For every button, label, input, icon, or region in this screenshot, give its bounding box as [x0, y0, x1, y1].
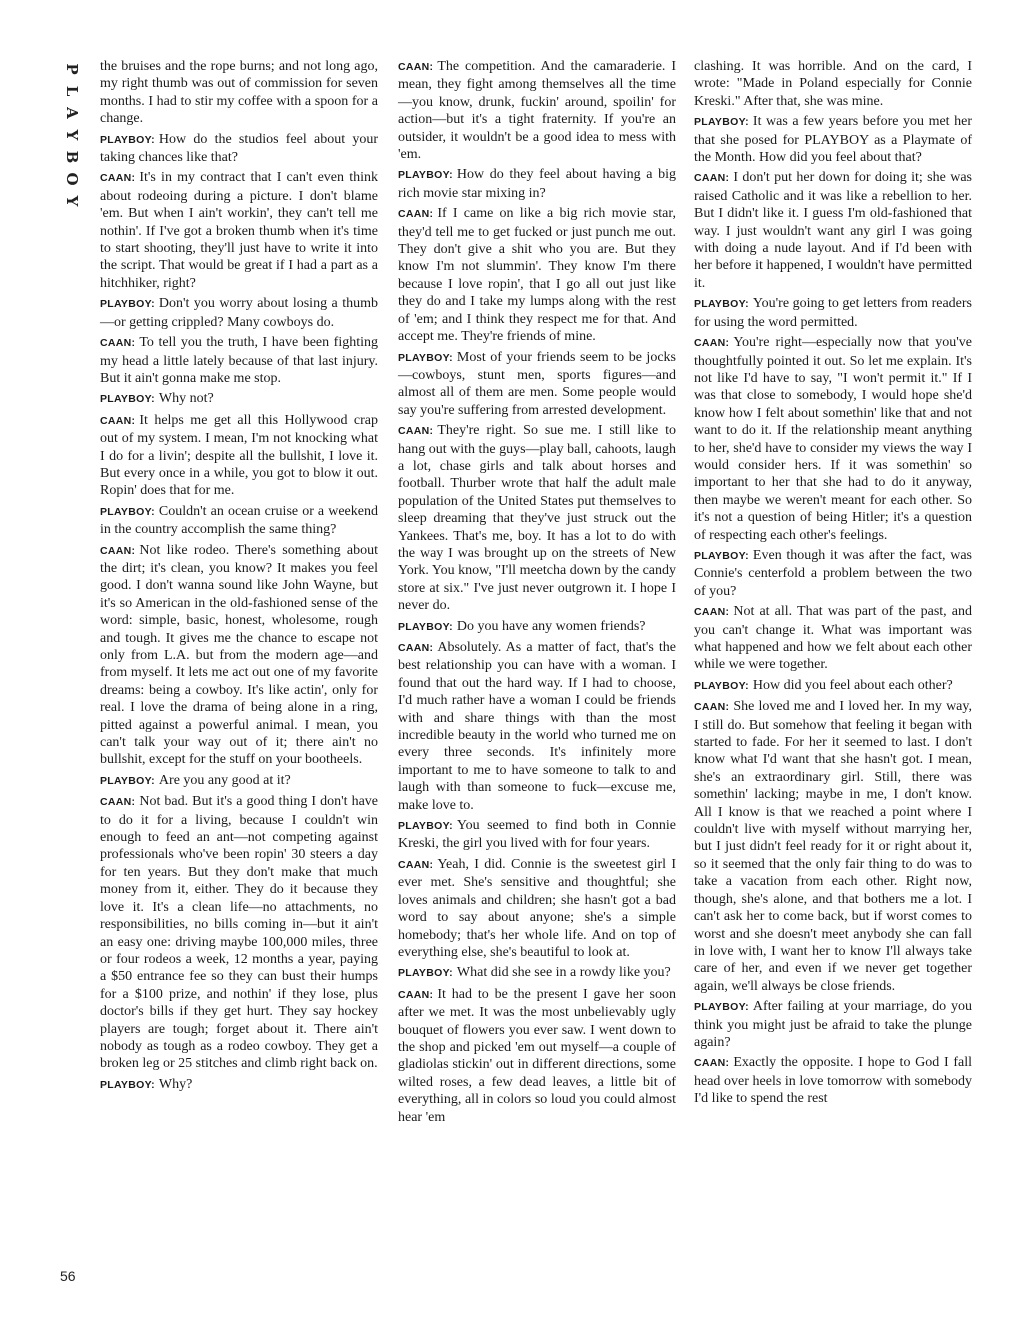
paragraph-text: What did she see in a rowdy like you? — [456, 965, 671, 981]
speaker-label: CAAN: — [100, 172, 136, 185]
speaker-label: PLAYBOY: — [694, 116, 749, 129]
interview-paragraph — [398, 618, 676, 636]
interview-paragraph — [100, 334, 378, 387]
speaker-label: PLAYBOY: — [694, 298, 749, 311]
paragraph-text: Exactly the opposite. I hope to God I fall head over heels in love tomorrow with somebody I'd like to spend the rest — [694, 1055, 972, 1107]
interview-paragraph — [398, 856, 676, 961]
paragraph-text: It was a few years before you met her that she posed for PLAYBOY as a Playmate of the Month. How did you feel about that? — [694, 114, 972, 166]
paragraph-text: Most of your friends seem to be jocks—cowboys, stunt men, sports figures—and almost all of them are men. Some people would say you're suffering from arrested development. — [398, 349, 676, 418]
paragraph-text: How do they feel about having a big rich movie star mixing in? — [398, 167, 676, 201]
speaker-label: CAAN: — [398, 642, 434, 654]
interview-paragraph — [694, 698, 972, 995]
interview-paragraph — [694, 603, 972, 674]
paragraph-text: She loved me and I loved her. In my way, I still do. But somehow that feeling it began with started to fade. For her it seemed to last. I don't know what I'd want that she hasn't got. I mean, she's an extraordinary girl. Still, there was somethin' lacking; maybe in me, I don't know. All I know is that we reached a point where I couldn't live with myself without marrying her, but I just didn't feel ready for it or right about it, so it seemed that the only fair thing to do was to take a vacation from each other. Right now, though, she's alone, and that bothers me a lot. I can't ask her to come back, but if worst comes to worst and she doesn't meet anybody she can fall in love with, I want her to know I'll always take care of her, and even if we never get together again, we'll always be close friends. — [694, 699, 972, 994]
paragraph-text: If I came on like a big rich movie star, they'd tell me to get fucked or just punch me out. They don't give a shit who you are. But they know I'm not slummin'. They know I'm there because I love ropin', that I go all out just like they do and I take my lumps along with the rest of 'em; and I think they respect me for that. And accept me. They're friends of mine. — [398, 206, 676, 345]
paragraph-text: Not like rodeo. There's something about the dirt; it's clean, you know? It makes you feel good. I don't wanna sound like John Wayne, but it's so American in the old-fashioned sense of the word: simple, basic, honest, wholesome, rough and tough. It gives me the chance to escape not only from L.A. but from the modern age—and from myself. It lets me act out one of my favorite dreams: being a cowboy. It's like actin', only for real. I love the drama of being alone in a ring, pitted against a powerful animal. I mean, you can't talk your way out of it; there ain't no bullshit, except for the stuff on your bootheels. — [100, 542, 378, 768]
interview-paragraph — [694, 58, 972, 110]
paragraph-text: It had to be the present I gave her soon after we met. It was the most unbelievably ugly bouquet of flowers you ever saw. I went down to the shop and picked 'em out myself—a couple of gladiolas stickin' out in different directions, some wilted roses, a few dead leaves, a little bit of everything, all in colors so loud you could almost hear 'em — [398, 986, 676, 1125]
interview-paragraph — [398, 422, 676, 614]
speaker-label: CAAN: — [100, 796, 136, 809]
paragraph-text: How do the studios feel about your taking chances like that? — [100, 131, 378, 166]
interview-paragraph — [398, 817, 676, 853]
speaker-label: CAAN: — [398, 988, 434, 1001]
interview-paragraph — [100, 1076, 378, 1094]
speaker-label: CAAN: — [100, 544, 136, 557]
interview-paragraph — [100, 131, 378, 167]
interview-paragraph — [100, 58, 378, 128]
paragraph-text: Absolutely. As a matter of fact, that's the best relationship you can have with a woman. I found that out the hard way. If I had to choose, I'd much rather have a woman I could be friends with and share things with than the most incredible beauty in the world who turned me on every three seconds. It's infinitely more important to me to have someone to talk to and laugh with than someone to fuck—excuse me, make love to. — [398, 640, 676, 813]
paragraph-text: the bruises and the rope burns; and not long ago, my right thumb was out of commission for seven months. I had to stir my coffee with a spoon for a change. — [100, 59, 378, 127]
interview-paragraph — [694, 677, 972, 695]
text-column-2 — [398, 58, 676, 1129]
speaker-label: PLAYBOY: — [100, 133, 155, 146]
paragraph-text: How did you feel about each other? — [752, 677, 953, 693]
logo-letter: Y — [63, 195, 81, 207]
speaker-label: PLAYBOY: — [398, 620, 453, 633]
interview-paragraph — [398, 205, 676, 345]
interview-paragraph — [694, 998, 972, 1051]
interview-paragraph — [694, 169, 972, 292]
interview-paragraph — [694, 334, 972, 544]
paragraph-text: Do you have any women friends? — [456, 618, 646, 634]
speaker-label: PLAYBOY: — [694, 549, 749, 562]
paragraph-text: Don't you worry about losing a thumb—or getting crippled? Many cowboys do. — [100, 296, 378, 330]
logo-letter: A — [63, 107, 81, 119]
speaker-label: CAAN: — [398, 208, 434, 221]
speaker-label: CAAN: — [100, 414, 136, 427]
logo-letter: O — [63, 172, 81, 186]
paragraph-text: Even though it was after the fact, was Connie's centerfold a problem between the two of you? — [694, 547, 972, 599]
logo-letter: B — [63, 150, 81, 164]
paragraph-text: They're right. So sue me. I still like to hang out with the guys—play ball, cahoots, laugh a lot, chase girls and talk about horses and football. Thurber wrote that half the adult male population of the United States put themselves to sleep dreaming that they've just struck out the Yankees. That's me, boy. It has a lot to do with the way I was brought up on the streets of New York. You know, "I'll meetcha down by the candy store at six." I've just never outgrown it. I hope I never do. — [398, 423, 677, 614]
speaker-label: CAAN: — [694, 172, 730, 185]
logo-letter: P — [63, 63, 81, 75]
paragraph-text: Why? — [158, 1076, 193, 1092]
interview-paragraph — [694, 113, 972, 166]
page-number: 56 — [60, 1268, 76, 1284]
speaker-label: PLAYBOY: — [100, 298, 155, 311]
interview-paragraph — [398, 964, 676, 982]
paragraph-text: After failing at your marriage, do you think you might just be afraid to take the plunge again? — [694, 999, 972, 1050]
speaker-label: CAAN: — [398, 425, 434, 438]
speaker-label: PLAYBOY: — [398, 351, 453, 364]
speaker-label: PLAYBOY: — [100, 505, 155, 518]
interview-paragraph — [100, 412, 378, 500]
speaker-label: PLAYBOY: — [694, 679, 749, 692]
interview-paragraph — [398, 986, 676, 1126]
paragraph-text: Why not? — [158, 391, 214, 407]
text-column-1 — [100, 58, 378, 1097]
paragraph-text: Are you any good at it? — [158, 772, 291, 788]
paragraph-text: It helps me get all this Hollywood crap out of my system. I mean, I'm not knocking what I do for a livin'; despite all the bullshit, I love it. But every once in a while, you got to blow it out. Ropin' does that for me. — [100, 412, 378, 499]
logo-letter: Y — [63, 129, 81, 141]
interview-paragraph — [694, 547, 972, 600]
paragraph-text: You're going to get letters from readers for using the word permitted. — [694, 296, 972, 330]
interview-paragraph — [694, 1054, 972, 1107]
paragraph-text: Yeah, I did. Connie is the sweetest girl I ever met. She's sensitive and thoughtful; she loves animals and children; she hasn't got a bad word to say about anyone; she's a simple homebody; that's her whole life. And on top of everything else, she's beautiful to look at. — [398, 856, 676, 960]
speaker-label: PLAYBOY: — [398, 820, 453, 833]
interview-paragraph — [398, 166, 676, 202]
paragraph-text: The competition. And the camaraderie. I mean, they fight among themselves all the time—you know, drunk, fuckin' around, spoilin' for action—but it's a tight fraternity. If you're an outsider, it wouldn't be a good idea to mess with 'em. — [398, 59, 676, 163]
logo-letter: L — [63, 85, 81, 97]
speaker-label: PLAYBOY: — [100, 1078, 155, 1091]
interview-paragraph — [100, 169, 378, 292]
paragraph-text: Couldn't an ocean cruise or a weekend in the country accomplish the same thing? — [100, 503, 378, 538]
speaker-label: CAAN: — [694, 606, 730, 619]
paragraph-text: To tell you the truth, I have been fighting my head a little lately because of that last injury. But it ain't gonna make me stop. — [100, 335, 378, 386]
speaker-label: CAAN: — [100, 337, 136, 350]
speaker-label: PLAYBOY: — [100, 774, 155, 787]
speaker-label: CAAN: — [694, 1057, 730, 1070]
speaker-label: PLAYBOY: — [398, 169, 453, 182]
paragraph-text: I don't put her down for doing it; she was raised Catholic and it was like a rebellion to her. But I didn't like it. I guess I'm old-fashioned that way. I just wouldn't want any girl I was going with doing a nude layout. And if I'd been with her before it happened, I wouldn't have permitted it. — [694, 170, 972, 291]
speaker-label: CAAN: — [398, 858, 434, 871]
magazine-side-logo — [60, 58, 84, 212]
paragraph-text: Not bad. But it's a good thing I don't have to do it for a living, because I couldn't win enough to feed an ant—not competing against professionals who've been ropin' 30 steers a day for ten years. But they don't make that much money from it, either. They do it because they love it. It's a clean life—no attachments, no responsibilities, no bills coming in—but it ain't an easy one: driving maybe 100,000 miles, three or four rodeos a week, 12 months a year, paying a $50 entrance fee so they can bust their humps for a $100 prize, and nothin' if they lose, plus doctor's bills if they get hurt. They say hockey players are tough; forget about it. There ain't nobody as tough as a rodeo cowboy. They get a broken leg or 25 stitches and climb right back on. — [100, 794, 378, 1072]
interview-paragraph — [100, 793, 378, 1073]
speaker-label: PLAYBOY: — [694, 1001, 749, 1014]
interview-paragraph — [694, 295, 972, 331]
paragraph-text: Not at all. That was part of the past, and you can't change it. What was important was what happened and how we felt about each other while we were together. — [694, 604, 972, 673]
interview-paragraph — [398, 349, 676, 420]
interview-paragraph — [100, 390, 378, 408]
interview-paragraph — [398, 639, 676, 814]
interview-paragraph — [100, 295, 378, 331]
speaker-label: CAAN: — [398, 61, 434, 73]
speaker-label: CAAN: — [694, 337, 730, 350]
interview-paragraph — [100, 542, 378, 769]
paragraph-text: clashing. It was horrible. And on the card, I wrote: "Made in Poland especially for Connie Kreski." After that, she was mine. — [694, 59, 972, 109]
speaker-label: CAAN: — [694, 701, 730, 714]
paragraph-text: You're right—especially now that you've thoughtfully pointed it out. So let me explain. It's not like I'd have to say, "I won't permit it." If I was that close to somebody, I would hope she'd know how I felt about somethin' like that and not want to do it. If the relationship meant anything to her, she'd have to consider my views the way I would consider hers. If it was somethin' so important to her that she had to do it anyway, then maybe we weren't meant for each other. So it's not a question of being Hitler; it's a question of respecting each other's feelings. — [694, 335, 972, 543]
interview-paragraph — [100, 503, 378, 539]
interview-paragraph — [100, 772, 378, 790]
paragraph-text: It's in my contract that I can't even think about rodeoing during a picture. I don't blame 'em. But when I ain't workin', they can't tell me nothin'. If I've got a broken thumb when it's time to start shooting, they'll just have to write it into the script. That would be great if I had a part as a hitchhiker, right? — [100, 170, 378, 291]
text-column-3 — [694, 58, 972, 1111]
speaker-label: PLAYBOY: — [100, 393, 155, 406]
speaker-label: PLAYBOY: — [398, 967, 453, 980]
interview-paragraph — [398, 58, 676, 163]
paragraph-text: You seemed to find both in Connie Kreski, the girl you lived with for four years. — [398, 818, 676, 852]
